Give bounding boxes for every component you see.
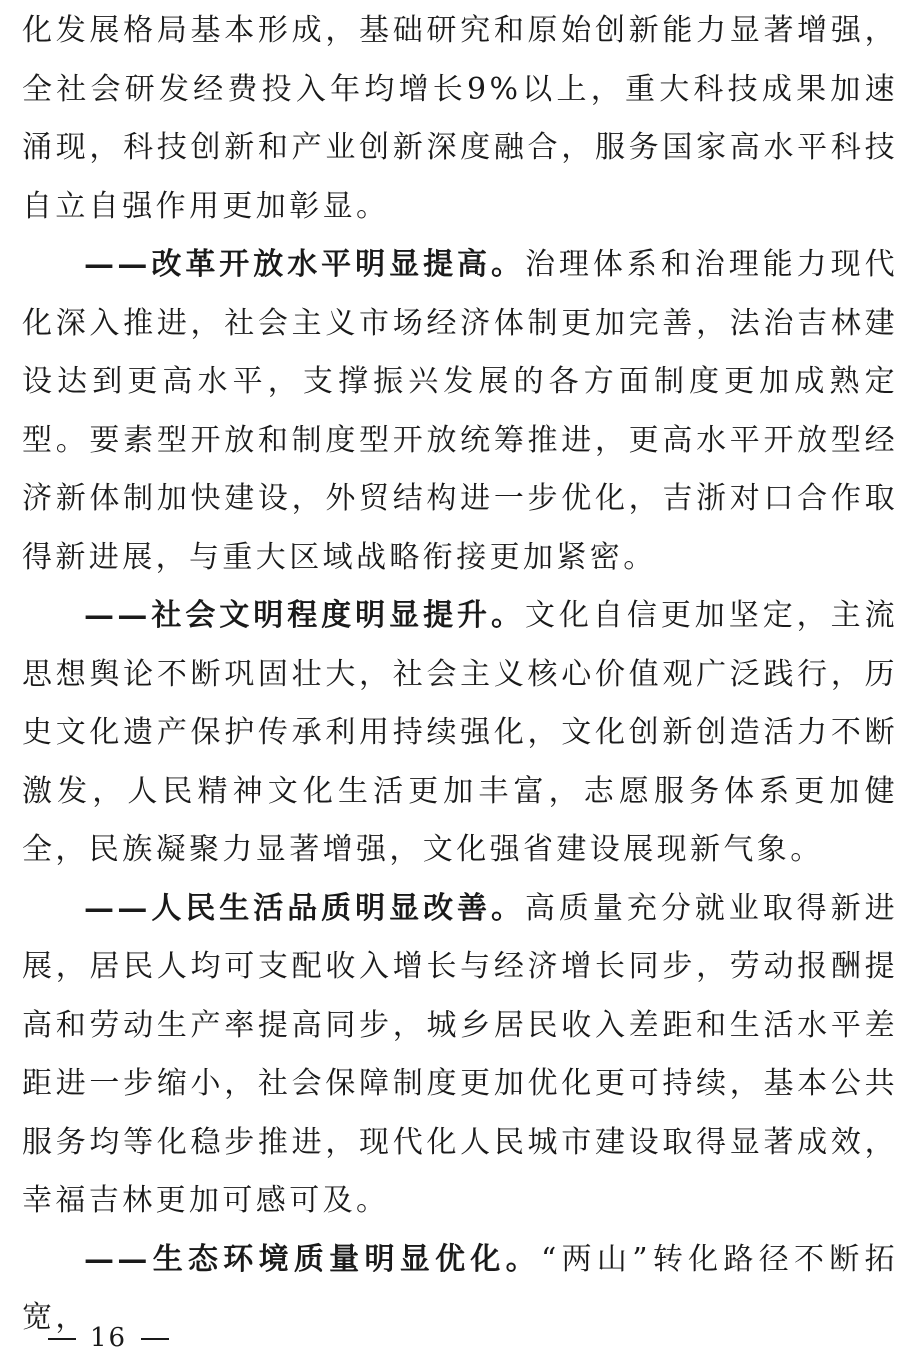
paragraph-reform-opening: [22, 236, 898, 587]
paragraph-lead-heading: ——改革开放水平明显提高。: [84, 247, 525, 282]
paragraph-innovation-continued: [22, 2, 898, 236]
paragraph-text: 高质量充分就业取得新进展，居民人均可支配收入增长与经济增长同步，劳动报酬提高和劳动生产率提高同步，城乡居民收入差距和生活水平差距进一步缩小，社会保障制度更加优化更可持续，基本公共服务均等化稳步推进，现代化人民城市建设取得显著成效，幸福吉林更加可感可及。: [22, 890, 899, 1218]
paragraph-lead-heading: ——社会文明程度明显提升。: [84, 598, 525, 633]
page-number: 16: [90, 1323, 128, 1353]
paragraph-social-civilization: [22, 587, 898, 880]
paragraph-text: 文化自信更加坚定，主流思想舆论不断巩固壮大，社会主义核心价值观广泛践行，历史文化遗产保护传承利用持续强化，文化创新创造活力不断激发，人民精神文化生活更加丰富，志愿服务体系更加健全，民族凝聚力显著增强，文化强省建设展现新气象。: [22, 598, 899, 867]
paragraph-text: “两山”转化路径不断拓宽，: [22, 1241, 899, 1335]
page-footer: [34, 1318, 183, 1358]
footer-dash-right: [141, 1338, 169, 1340]
paragraph-lead-heading: ——人民生活品质明显改善。: [84, 890, 525, 926]
paragraph-lead-heading: ——生态环境质量明显优化。: [84, 1241, 541, 1277]
paragraph-text: 治理体系和治理能力现代化深入推进，社会主义市场经济体制更加完善，法治吉林建设达到更高水平，支撑振兴发展的各方面制度更加成熟定型。要素型开放和制度型开放统筹推进，更高水平开放型经济新体制加快建设，外贸结构进一步优化，吉浙对口合作取得新进展，与重大区域战略衔接更加紧密。: [22, 247, 899, 575]
paragraph-living-quality: [22, 880, 898, 1231]
document-body: [22, 2, 898, 1348]
paragraph-text: 化发展格局基本形成，基础研究和原始创新能力显著增强，全社会研发经费投入年均增长9%以上，重大科技成果加速涌现，科技创新和产业创新深度融合，服务国家高水平科技自立自强作用更加彰显。: [22, 13, 898, 224]
footer-dash-left: [48, 1338, 76, 1340]
